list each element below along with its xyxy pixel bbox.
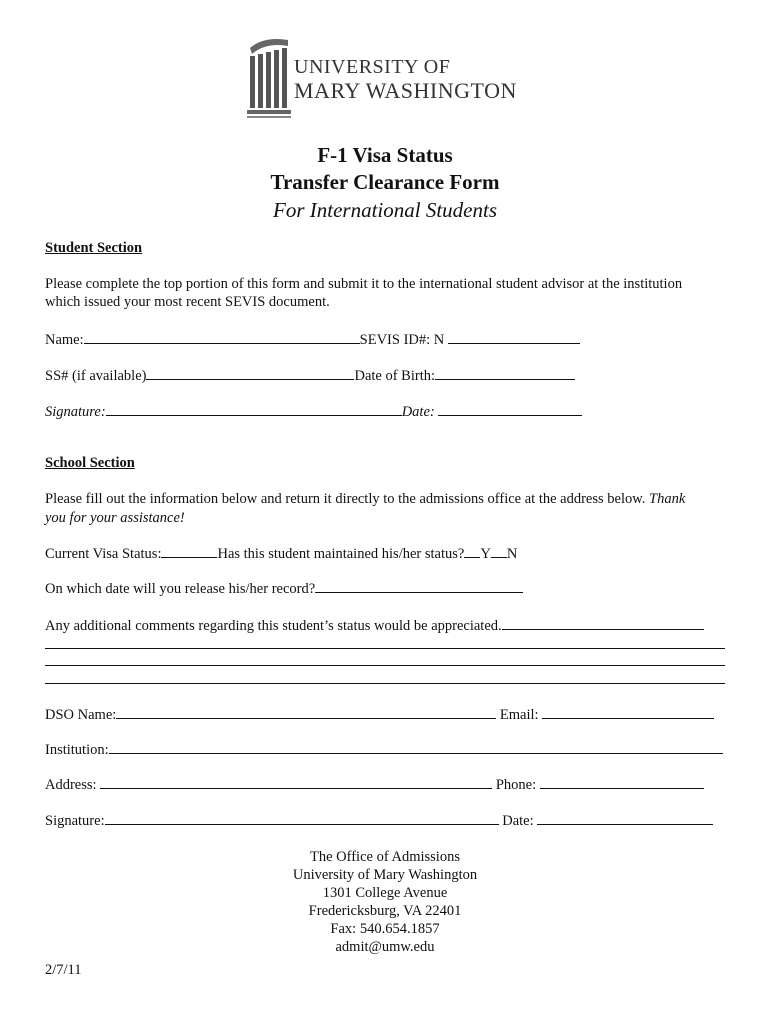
school-signature-field[interactable] — [105, 812, 499, 825]
ss-field[interactable] — [146, 367, 354, 380]
visa-status-label: Current Visa Status: — [45, 546, 162, 562]
form-revision-date: 2/7/11 — [45, 962, 82, 978]
release-date-row — [45, 580, 523, 598]
address-row — [45, 776, 704, 794]
address-field[interactable] — [100, 776, 492, 789]
name-field[interactable] — [84, 331, 360, 344]
email-label: Email: — [499, 707, 539, 723]
dso-name-label: DSO Name: — [45, 707, 117, 723]
ss-row — [45, 367, 575, 385]
dso-row — [45, 706, 714, 724]
school-section-heading: School Section — [45, 455, 135, 471]
visa-status-field[interactable] — [161, 545, 217, 558]
ss-label: SS# (if available) — [45, 368, 147, 384]
school-signature-row — [45, 812, 713, 830]
address-label: Address: — [45, 777, 97, 793]
comments-row — [45, 617, 704, 635]
student-signature-field[interactable] — [106, 403, 402, 416]
no-checkbox-field[interactable] — [491, 545, 507, 558]
comments-field-line-3[interactable] — [45, 665, 725, 666]
phone-label: Phone: — [495, 777, 537, 793]
office-street: 1301 College Avenue — [322, 885, 448, 901]
office-university: University of Mary Washington — [292, 867, 478, 883]
no-label: N — [506, 546, 518, 562]
office-fax: Fax: 540.654.1857 — [330, 921, 440, 937]
dob-field[interactable] — [435, 367, 575, 380]
comments-field-line-4[interactable] — [45, 683, 725, 684]
yes-checkbox-field[interactable] — [464, 545, 480, 558]
phone-field[interactable] — [540, 776, 704, 789]
institution-label: Institution: — [45, 742, 109, 758]
student-signature-label: Signature: — [45, 404, 106, 420]
school-date-field[interactable] — [537, 812, 713, 825]
school-date-label: Date: — [502, 813, 534, 829]
student-date-field[interactable] — [438, 403, 582, 416]
school-instructions-line-1 — [45, 491, 685, 508]
logo-line-2: MARY WASHINGTON — [294, 78, 517, 103]
logo-line-1: UNIVERSITY OF — [294, 56, 451, 78]
form-title: F-1 Visa Status — [317, 143, 453, 167]
form-audience: For International Students — [273, 198, 497, 222]
email-field[interactable] — [542, 706, 714, 719]
student-instructions-line-1: Please complete the top portion of this form and submit it to the international student advisor at the institution — [45, 276, 683, 292]
visa-status-row — [45, 545, 517, 563]
office-city: Fredericksburg, VA 22401 — [308, 903, 462, 919]
yes-label: Y — [480, 546, 491, 562]
maintained-label: Has this student maintained his/her status? — [217, 546, 465, 562]
name-row — [45, 331, 580, 349]
comments-field-line-2[interactable] — [45, 648, 725, 649]
form-subtitle: Transfer Clearance Form — [270, 170, 500, 194]
sevis-id-field[interactable] — [448, 331, 580, 344]
student-section-heading: Student Section — [45, 240, 143, 256]
comments-field-line-1[interactable] — [502, 617, 704, 630]
comments-label: Any additional comments regarding this student’s status would be appreciated. — [45, 618, 502, 634]
institution-field[interactable] — [109, 741, 723, 754]
release-date-label: On which date will you release his/her record? — [45, 581, 316, 597]
school-instructions-line-2: you for your assistance! — [45, 510, 185, 526]
dob-label: Date of Birth: — [354, 368, 436, 384]
name-label: Name: — [45, 332, 84, 348]
columns-icon — [244, 34, 294, 120]
school-instructions-text: Please fill out the information below and return it directly to the admissions office at the address below. — [45, 491, 646, 507]
school-signature-label: Signature: — [45, 813, 105, 829]
release-date-field[interactable] — [315, 580, 523, 593]
office-name: The Office of Admissions — [310, 849, 460, 865]
student-instructions-line-2: which issued your most recent SEVIS document. — [45, 294, 330, 310]
student-date-label: Date: — [401, 404, 435, 420]
sevis-label: SEVIS ID#: N — [359, 332, 445, 348]
office-email: admit@umw.edu — [335, 939, 435, 955]
office-address-block — [235, 848, 535, 956]
dso-name-field[interactable] — [116, 706, 496, 719]
university-logo — [244, 34, 524, 120]
school-thanks-text: Thank — [649, 491, 686, 507]
student-signature-row — [45, 403, 582, 421]
institution-row — [45, 741, 723, 759]
